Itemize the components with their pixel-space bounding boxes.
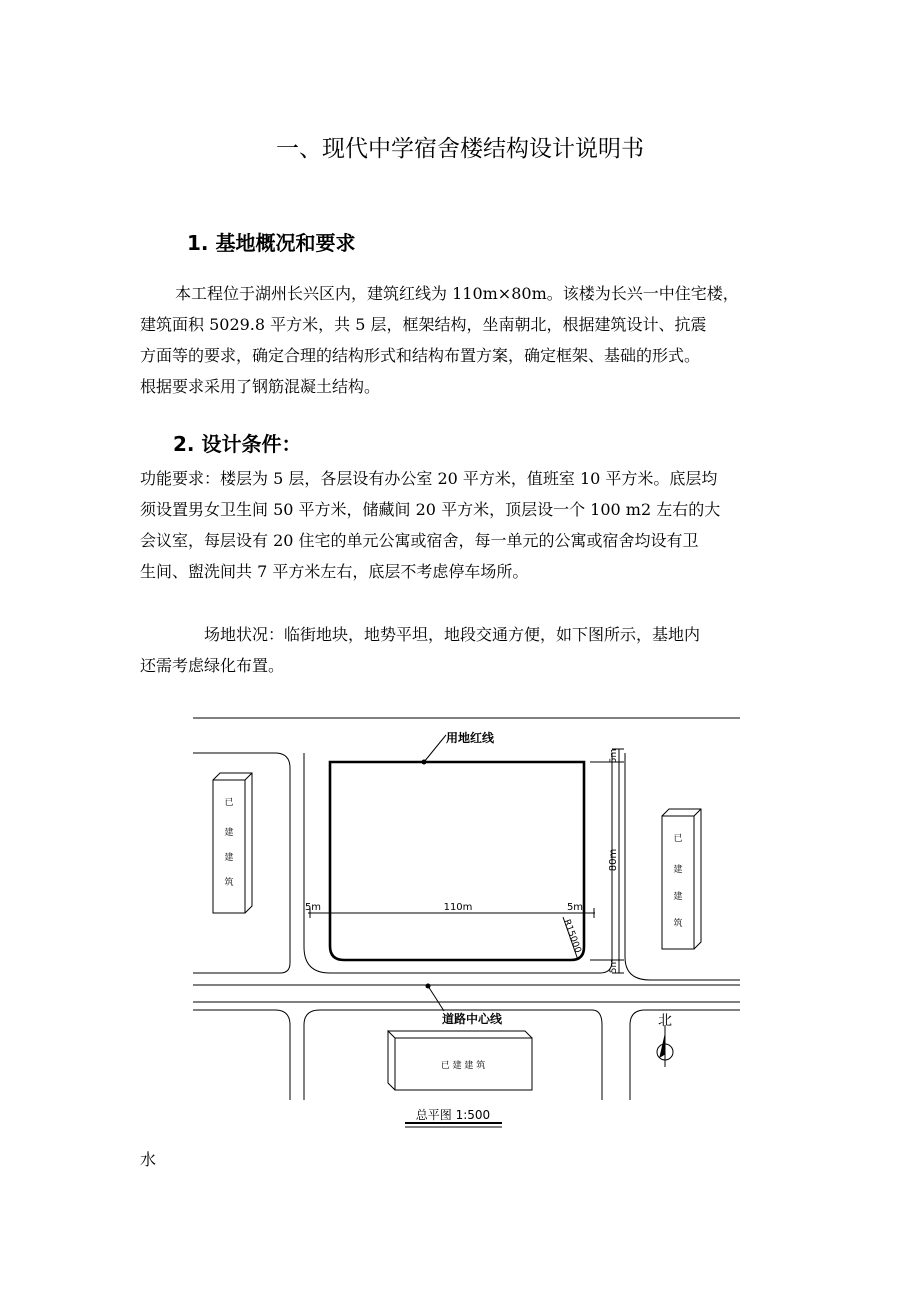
section-heading-1: 1. 基地概况和要求 <box>187 231 356 255</box>
section-2-paragraph <box>140 463 780 587</box>
site-paragraph <box>140 619 780 681</box>
building-right-char: 建 <box>673 865 683 875</box>
building-left-char: 已 <box>224 798 234 808</box>
left-block-edge <box>193 753 290 973</box>
height-dimension-label: 80m <box>608 848 619 872</box>
paragraph-line: 本工程位于湖州长兴区内，建筑红线为 110m×80m。该楼为长兴一中住宅楼， <box>175 284 739 303</box>
building-left-char: 建 <box>224 828 234 838</box>
building-left-char: 筑 <box>224 878 234 888</box>
lower-right-block-edge <box>630 1010 740 1100</box>
building-bottom-label: 已 建 建 筑 <box>440 1061 486 1071</box>
red-line-boundary <box>330 762 584 960</box>
paragraph-line: 还需考虑绿化布置。 <box>140 656 285 675</box>
building-right-char: 建 <box>673 892 683 902</box>
radius-label: R15000 <box>561 918 583 955</box>
paragraph-line: 建筑面积 5029.8 平方米，共 5 层，框架结构，坐南朝北，根据建筑设计、抗震 <box>140 315 707 334</box>
red-line-leader <box>424 735 446 762</box>
top-setback-label: 5m <box>609 748 619 764</box>
paragraph-line: 会议室，每层设有 20 住宅的单元公寓或宿舍，每一单元的公寓或宿舍均设有卫 <box>140 531 699 550</box>
paragraph-line: 功能要求：楼层为 5 层，各层设有办公室 20 平方米，值班室 10 平方米。底层均 <box>140 469 718 488</box>
site-plan-svg <box>180 705 760 1145</box>
building-right-char: 筑 <box>673 919 683 929</box>
paragraph-line: 根据要求采用了钢筋混凝土结构。 <box>140 377 381 396</box>
building-left-char: 建 <box>224 853 234 863</box>
north-label: 北 <box>658 1013 672 1029</box>
width-dimension-label: 110m <box>443 902 473 913</box>
site-plan-drawing <box>180 705 760 1145</box>
red-line-label: 用地红线 <box>445 731 495 745</box>
paragraph-line: 方面等的要求，确定合理的结构形式和结构布置方案，确定框架、基础的形式。 <box>140 346 701 365</box>
right-setback-label: 5m <box>566 902 584 913</box>
building-right-char: 已 <box>673 834 683 844</box>
trailing-text: 水 <box>140 1150 157 1169</box>
plan-caption: 总平图 1:500 <box>415 1108 491 1122</box>
left-setback-label: 5m <box>304 902 322 913</box>
bottom-setback-label: 5m <box>609 958 619 974</box>
paragraph-line: 生间、盥洗间共 7 平方米左右，底层不考虑停车场所。 <box>140 562 529 581</box>
section-1-paragraph <box>140 278 780 402</box>
road-center-label: 道路中心线 <box>441 1012 503 1026</box>
paragraph-line: 场地状况：临街地块，地势平坦，地段交通方便，如下图所示，基地内 <box>204 625 701 644</box>
lower-left-block-edge <box>193 1010 290 1100</box>
road-center-leader <box>428 986 444 1011</box>
section-heading-2: 2. 设计条件： <box>173 432 302 456</box>
document-title: 一、现代中学宿舍楼结构设计说明书 <box>276 136 644 162</box>
center-block-edge <box>304 753 612 973</box>
paragraph-line: 须设置男女卫生间 50 平方米，储藏间 20 平方米，顶层设一个 100 m2 左右的大 <box>140 500 721 519</box>
